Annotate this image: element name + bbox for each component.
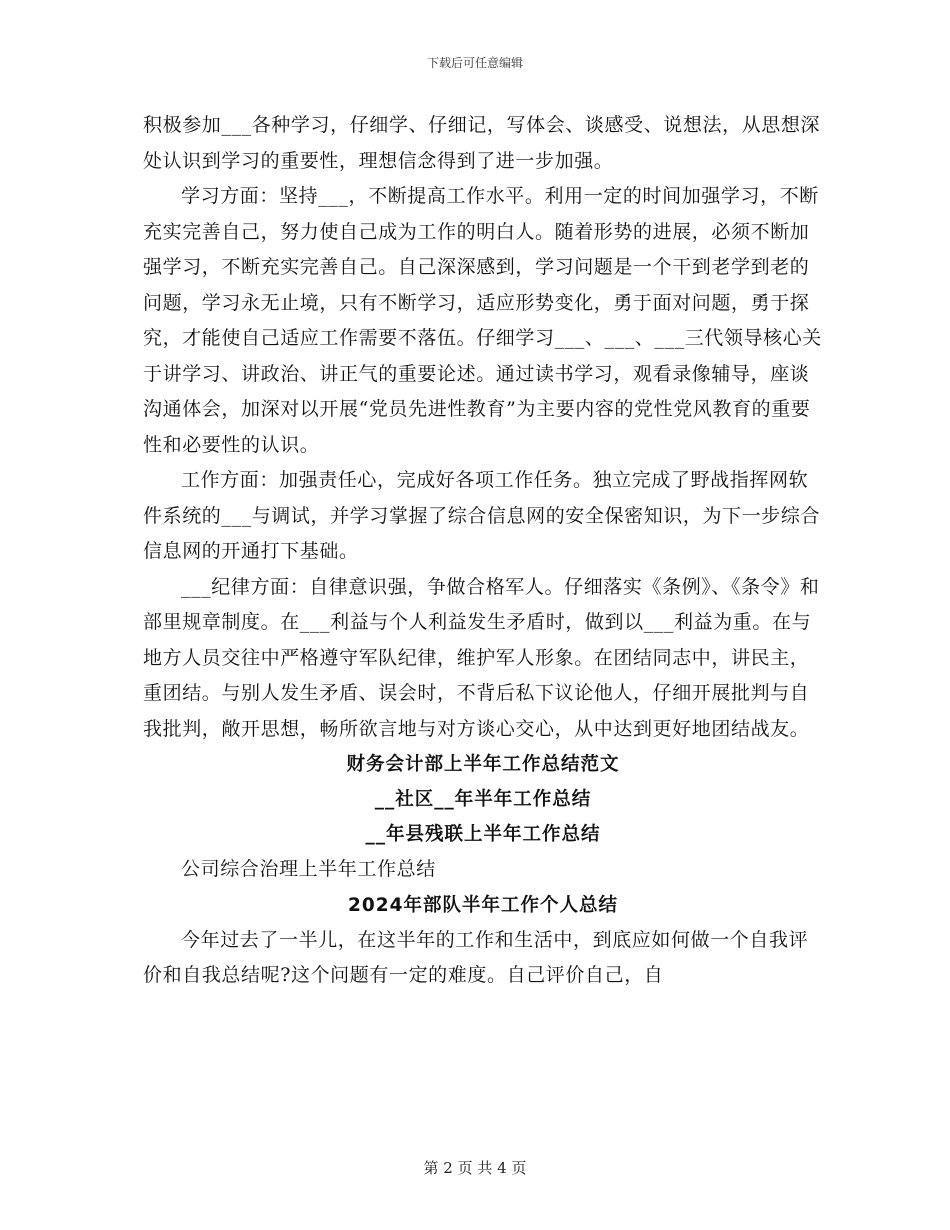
related-title-plain: 公司综合治理上半年工作总结 bbox=[181, 858, 436, 880]
body-paragraph-1: 积极参加___各种学习，仔细学、仔细记，写体会、谈感受、说想法，从思想深处认识到学习的重要性，理想信念得到了进一步加强。 bbox=[143, 114, 821, 172]
document-body bbox=[143, 108, 823, 994]
article-paragraph: 今年过去了一半儿，在这半年的工作和生活中，到底应如何做一个自我评价和自我总结呢?这个问题有一定的难度。自己评价自己，自 bbox=[143, 928, 809, 986]
related-title-3[interactable]: __年县残联上半年工作总结 bbox=[365, 824, 601, 845]
body-paragraph-work: 工作方面：加强责任心，完成好各项工作任务。独立完成了野战指挥网软件系统的___与调试，并学习掌握了综合信息网的安全保密知识，为下一步综合信息网的开通打下基础。 bbox=[143, 469, 821, 562]
body-paragraph-discipline: ___纪律方面：自律意识强，争做合格军人。仔细落实《条例》、《条令》和部里规章制度。在___利益与个人利益发生矛盾时，做到以___利益为重。在与地方人员交往中严格遵守军队纪律，维护军人形象。在团结同志中，讲民主，重团结。与别人发生矛盾、误会时，不背后私下议论他人，仔细开展批判与自我批判，敞开思想，畅所欲言地与对方谈心交心，从中达到更好地团结战友。 bbox=[143, 575, 820, 740]
related-title-1[interactable]: 财务会计部上半年工作总结范文 bbox=[346, 754, 620, 775]
page-footer: 第 2 页 共 4 页 bbox=[423, 1159, 527, 1177]
article-title: 2024年部队半年工作个人总结 bbox=[348, 894, 618, 916]
page-header: 下载后可任意编辑 bbox=[426, 56, 523, 70]
body-paragraph-study: 学习方面：坚持___，不断提高工作水平。利用一定的时间加强学习，不断充实完善自己，努力使自己成为工作的明白人。随着形势的进展，必须不断加强学习，不断充实完善自己。自己深深感到，学习问题是一个干到老学到老的问题，学习永无止境，只有不断学习，适应形势变化，勇于面对问题，勇于探究，才能使自己适应工作需要不落伍。仔细学习___、___、___三代领导核心关于讲学习、讲政治、讲正气的重要论述。通过读书学习，观看录像辅导，座谈沟通体会，加深对以开展“党员先进性教育”为主要内容的党性党风教育的重要性和必要性的认识。 bbox=[143, 185, 822, 456]
related-title-2[interactable]: __社区__年半年工作总结 bbox=[374, 789, 592, 810]
